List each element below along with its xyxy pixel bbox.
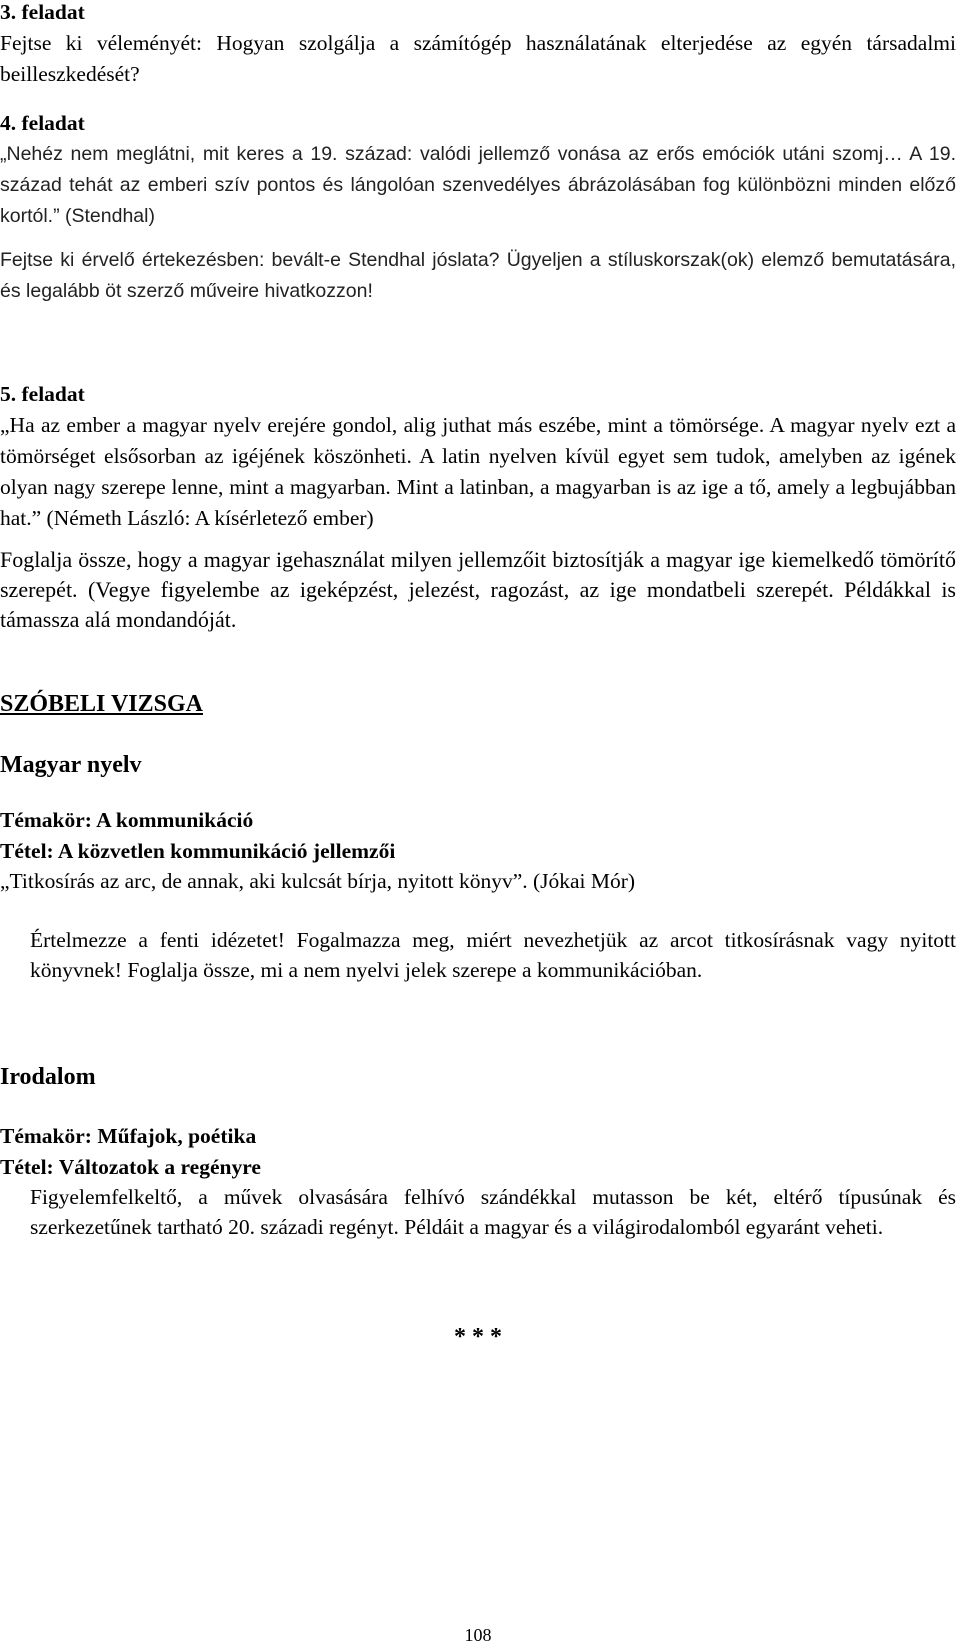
language-topic: Témakör: A kommunikáció: [0, 808, 254, 832]
task5-quote: „Ha az ember a magyar nyelv erejére gondol, alig juthat más eszébe, mint a tömörsége. A magyar nyelv ezt a tömörséget elsősorban az igéjének köszönheti. A latin nyelven kívül egyet sem tudok, amelyben az igének olyan nagy szerepe lenne, mint a magyarban. Mint a latinban, a magyarban is az ige a tő, amely a legbujábban hat.” (Németh László: A kísérletező ember): [0, 413, 956, 530]
task4-quote: „Nehéz nem meglátni, mit keres a 19. század: valódi jellemző vonása az erős emóciók utáni szomj… A 19. század tehát az emberi szív pontos és lángolóan szenvedélyes ábrázolásában fog különbözni minden előző kortól.” (Stendhal): [0, 143, 956, 227]
language-quote: „Titkosírás az arc, de annak, aki kulcsát bírja, nyitott könyv”. (Jókai Mór): [0, 869, 636, 893]
task5-heading: 5. feladat: [0, 382, 85, 406]
literature-item: Tétel: Változatok a regényre: [0, 1155, 261, 1179]
language-instruction: Értelmezze a fenti idézetet! Fogalmazza meg, miért nevezhetjük az arcot titkosírásnak vagy nyitott könyvnek! Foglalja össze, mi a nem nyelvi jelek szerepe a kommunikációban.: [30, 928, 956, 982]
language-item: Tétel: A közvetlen kommunikáció jellemzői: [0, 839, 396, 863]
page-number: 108: [464, 1625, 492, 1645]
task4-heading: 4. feladat: [0, 111, 85, 135]
oral-exam-title: SZÓBELI VIZSGA: [0, 691, 203, 717]
section-literature-heading: Irodalom: [0, 1064, 96, 1090]
literature-topic: Témakör: Műfajok, poétika: [0, 1124, 257, 1148]
task5-instruction: Foglalja össze, hogy a magyar igehasználat milyen jellemzőit biztosítják a magyar ige kiemelkedő tömörítő szerepét. (Vegye figyelembe az igeképzést, jelezést, ragozást, az ige mondatbeli szerepét. Példákkal is támassza alá mondandóját.: [0, 547, 956, 632]
task3-text: Fejtse ki véleményét: Hogyan szolgálja a számítógép használatának elterjedése az egyén társadalmi beilleszkedését?: [0, 31, 956, 86]
task3-heading: 3. feladat: [0, 0, 85, 24]
literature-instruction: Figyelemfelkeltő, a művek olvasására felhívó szándékkal mutasson be két, eltérő típusúnak és szerkezetűnek tartható 20. századi regényt. Példáit a magyar és a világirodalomból egyaránt veheti.: [30, 1185, 956, 1239]
section-language-heading: Magyar nyelv: [0, 752, 142, 778]
section-separator: * * *: [454, 1324, 502, 1350]
task4-instruction: Fejtse ki érvelő értekezésben: bevált-e Stendhal jóslata? Ügyeljen a stíluskorszak(ok) elemző bemutatására, és legalább öt szerző műveire hivatkozzon!: [0, 249, 956, 302]
